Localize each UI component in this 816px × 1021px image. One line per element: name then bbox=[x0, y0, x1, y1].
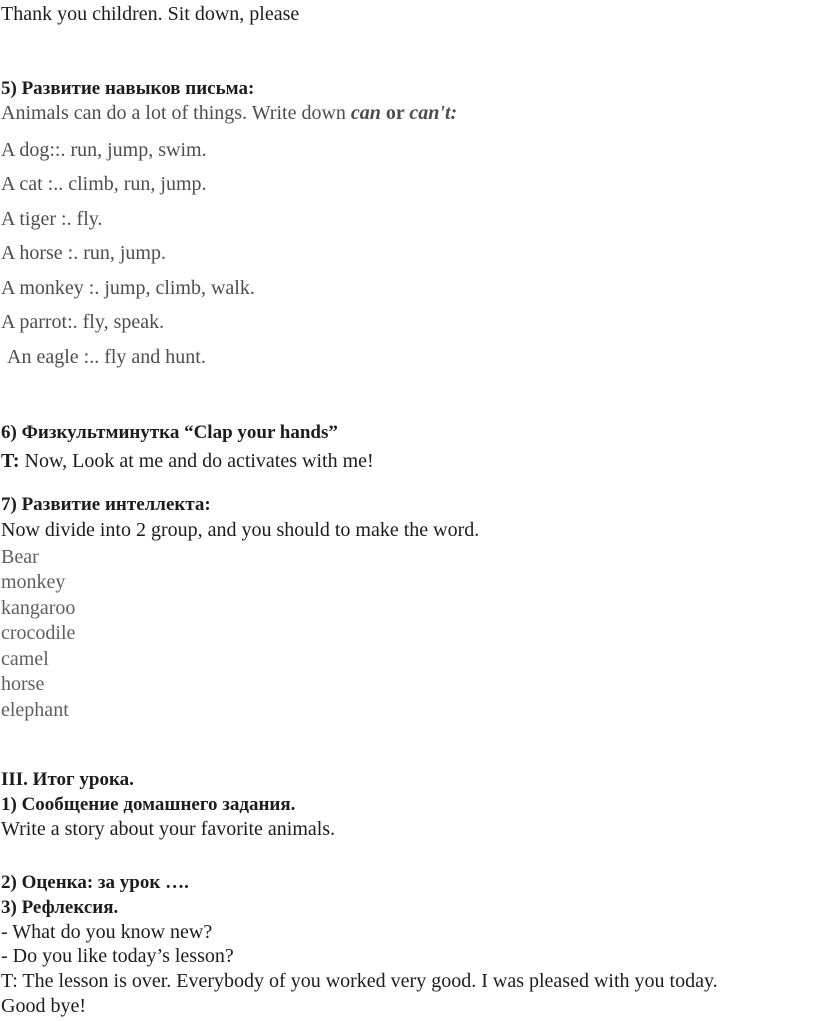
animal-line: A monkey :. jump, climb, walk. bbox=[1, 277, 255, 299]
section-6-teacher-line bbox=[1, 449, 374, 473]
goodbye-line: Good bye! bbox=[1, 995, 86, 1017]
word-item: monkey bbox=[1, 571, 66, 593]
reflection-heading: 3) Рефлексия. bbox=[1, 897, 119, 918]
word-item: elephant bbox=[1, 699, 69, 721]
animal-line: A dog::. run, jump, swim. bbox=[1, 139, 207, 161]
teacher-text: Now, Look at me and do activates with me! bbox=[19, 450, 374, 472]
homework-text: Write a story about your favorite animals. bbox=[1, 818, 336, 840]
animal-line: An eagle :.. fly and hunt. bbox=[7, 346, 206, 368]
animal-line: A horse :. run, jump. bbox=[1, 242, 166, 264]
section-7-instruction: Now divide into 2 group, and you should to make the word. bbox=[1, 519, 480, 541]
intro-line: Thank you children. Sit down, please bbox=[1, 3, 300, 25]
section-6-heading: 6) Физкультминутка “Clap your hands” bbox=[1, 422, 338, 443]
word-item: crocodile bbox=[1, 622, 76, 644]
teacher-label: T: bbox=[1, 450, 20, 472]
section-7-heading: 7) Развитие интеллекта: bbox=[1, 494, 211, 515]
animal-line: A cat :.. climb, run, jump. bbox=[1, 173, 207, 195]
can-word: can bbox=[350, 102, 381, 124]
word-item: camel bbox=[1, 648, 49, 670]
homework-heading: 1) Сообщение домашнего задания. bbox=[1, 794, 296, 815]
or-word: or bbox=[380, 102, 410, 124]
section-iii-heading: III. Итог урока. bbox=[1, 769, 134, 790]
section-5-instruction bbox=[1, 101, 457, 125]
reflection-question: - What do you know new? bbox=[1, 921, 213, 943]
word-item: kangaroo bbox=[1, 597, 76, 619]
word-item: horse bbox=[1, 673, 45, 695]
word-item: Bear bbox=[1, 546, 39, 568]
reflection-question: - Do you like today’s lesson? bbox=[1, 945, 234, 967]
section-5-heading: 5) Развитие навыков письма: bbox=[1, 78, 255, 99]
animal-line: A tiger :. fly. bbox=[1, 208, 103, 230]
animal-line: A parrot:. fly, speak. bbox=[1, 311, 165, 333]
instruction-text: Animals can do a lot of things. Write down bbox=[1, 102, 351, 124]
grading-heading: 2) Оценка: за урок …. bbox=[1, 872, 189, 893]
cant-word: can't: bbox=[409, 102, 458, 124]
closing-line: T: The lesson is over. Everybody of you worked very good. I was pleased with you today. bbox=[1, 970, 718, 992]
